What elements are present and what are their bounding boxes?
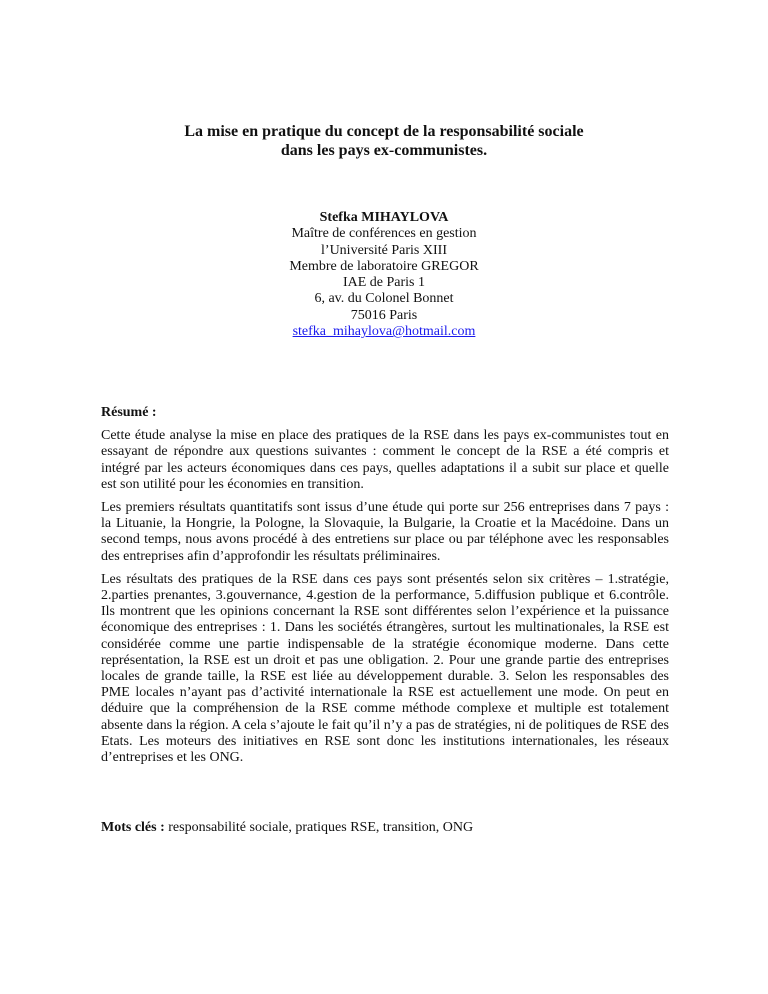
abstract-heading: Résumé : [101,405,157,420]
author-laboratory: Membre de laboratoire GREGOR [289,258,479,274]
abstract-paragraph-3: Les résultats des pratiques de la RSE dans ces pays sont présentés selon six critères – 1.stratégie, 2.parties prenantes, 3.gouvernance, 4.gestion de la performance, 5.diffusion publique et 6.contrôle. Ils montrent que les opinions concernant la RSE sont différentes selon l’expérience et la puissance économique des entreprises : 1. Dans les sociétés étrangères, surtout les multinationales, la RSE est considérée comme une partie indispensable de la stratégie économique moderne. Dans cette représentation, la RSE est un droit et pas une obligation. 2. Pour une grande partie des entreprises locales de grande taille, la RSE est liée au développement durable. 3. Selon les responsables des PME locales n’ayant pas d’activité internationale la RSE est actuellement une mode. On peut en déduire que la compréhension de la RSE comme méthode complexe et multiple est totalement absente dans la région. A cela s’ajoute le fait qu’il n’y a pas de stratégies, ni de politiques de RSE des Etats. Les moteurs des initiatives en RSE sont donc les institutions internationales, les réseaux d’entreprises et les ONG. [101,571,669,766]
keywords-section [101,820,669,836]
author-position: Maître de conférences en gestion [291,226,477,242]
abstract-paragraph-2: Les premiers résultats quantitatifs sont issus d’une étude qui porte sur 256 entreprises dans 7 pays : la Lituanie, la Hongrie, la Pologne, la Slovaquie, la Bulgarie, la Croatie et la Macédoine. Dans un second temps, nous avons procédé à des entretiens sur place ou par téléphone avec les responsables des entreprises afin d’approfondir les résultats préliminaires. [101,500,669,564]
author-street-address: 6, av. du Colonel Bonnet [314,291,454,307]
author-institute: IAE de Paris 1 [342,275,426,291]
paper-title [0,122,768,160]
author-name: Stefka MIHAYLOVA [319,210,449,225]
author-email-link[interactable]: stefka_mihaylova@hotmail.com [292,324,476,340]
author-block [0,210,768,340]
paper-title-line-2: dans les pays ex-communistes. [280,142,488,159]
author-city: 75016 Paris [350,307,418,323]
abstract-section [101,405,669,773]
keywords-value: responsabilité sociale, pratiques RSE, transition, ONG [164,820,474,835]
keywords-label: Mots clés : [101,820,165,835]
paper-title-line-1: La mise en pratique du concept de la responsabilité sociale [184,123,584,140]
author-university: l’Université Paris XIII [321,242,447,258]
abstract-paragraph-1: Cette étude analyse la mise en place des pratiques de la RSE dans les pays ex-communistes tout en essayant de répondre aux questions suivantes : comment le concept de la RSE a été compris et intégré par les acteurs économiques dans ces pays, quelles adaptations il a subit sur place et quelle est son utilité pour les économies en transition. [101,428,669,492]
